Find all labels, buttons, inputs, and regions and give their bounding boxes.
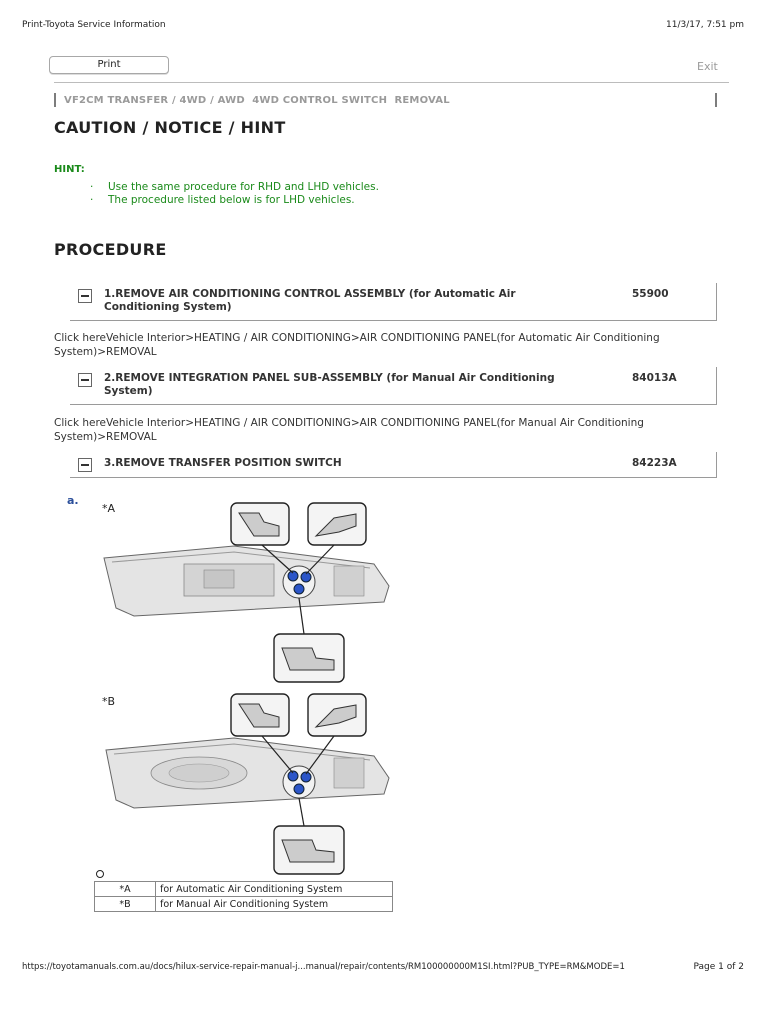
switch-removal-illustration	[94, 498, 394, 883]
collapse-icon[interactable]	[78, 289, 92, 303]
header-divider	[54, 82, 729, 83]
substep-label: a.	[67, 494, 79, 507]
footer-url: https://toyotamanuals.com.au/docs/hilux-service-repair-manual-j...manual/repair/contents/RM100000000M1SI.html?PUB_TYPE=RM&MODE=1	[22, 962, 625, 972]
clip-cluster-b	[283, 766, 315, 798]
panel-a-drawing	[104, 503, 389, 682]
callout-key: *B	[95, 897, 156, 912]
bullet-icon: ·	[90, 194, 94, 206]
callout-value: for Manual Air Conditioning System	[156, 897, 393, 912]
step-code: 84013A	[632, 372, 677, 384]
hint-item	[90, 194, 355, 206]
page-number: Page 1 of 2	[693, 962, 744, 972]
print-datetime: 11/3/17, 7:51 pm	[666, 20, 744, 30]
breadcrumb-left-bar	[54, 93, 56, 107]
figure-corner-mark	[97, 871, 104, 878]
step-title: 3.REMOVE TRANSFER POSITION SWITCH	[104, 457, 342, 469]
breadcrumb: VF2CM TRANSFER / 4WD / AWD 4WD CONTROL SWITCH REMOVAL	[64, 95, 450, 106]
callout-key: *A	[95, 882, 156, 897]
callout-value: for Automatic Air Conditioning System	[156, 882, 393, 897]
print-button[interactable]: Print	[49, 56, 169, 74]
clip-cluster-a	[283, 566, 315, 598]
table-row	[95, 882, 393, 897]
bullet-icon: ·	[90, 181, 94, 193]
document-title: Print-Toyota Service Information	[22, 20, 166, 30]
hint-item	[90, 181, 379, 193]
step-note-link[interactable]: Click hereVehicle Interior>HEATING / AIR CONDITIONING>AIR CONDITIONING PANEL(for Manual Air Conditioning System)>REMOVAL	[54, 417, 644, 443]
step-code: 84223A	[632, 457, 677, 469]
collapse-icon[interactable]	[78, 458, 92, 472]
step-1	[70, 283, 717, 321]
hint-label: HINT:	[54, 164, 85, 175]
step-note-link[interactable]: Click hereVehicle Interior>HEATING / AIR CONDITIONING>AIR CONDITIONING PANEL(for Automatic Air Conditioning System)>REMOVAL	[54, 332, 660, 358]
step-3	[70, 452, 717, 478]
table-row	[95, 897, 393, 912]
breadcrumb-right-bar	[715, 93, 717, 107]
step-2	[70, 367, 717, 405]
collapse-icon[interactable]	[78, 373, 92, 387]
hint-text: The procedure listed below is for LHD vehicles.	[108, 194, 355, 206]
caution-heading: CAUTION / NOTICE / HINT	[54, 118, 286, 137]
hint-text: Use the same procedure for RHD and LHD vehicles.	[108, 181, 379, 193]
illustration-label-a: *A	[102, 502, 116, 515]
step-title: 2.REMOVE INTEGRATION PANEL SUB-ASSEMBLY (for Manual Air Conditioning System)	[104, 372, 555, 397]
step-code: 55900	[632, 288, 669, 300]
procedure-heading: PROCEDURE	[54, 240, 167, 259]
step-title: 1.REMOVE AIR CONDITIONING CONTROL ASSEMBLY (for Automatic Air Conditioning System)	[104, 288, 516, 313]
panel-b-drawing	[106, 694, 389, 874]
exit-link[interactable]: Exit	[697, 60, 718, 73]
illustration-label-b: *B	[102, 695, 116, 708]
callout-table	[94, 881, 393, 912]
